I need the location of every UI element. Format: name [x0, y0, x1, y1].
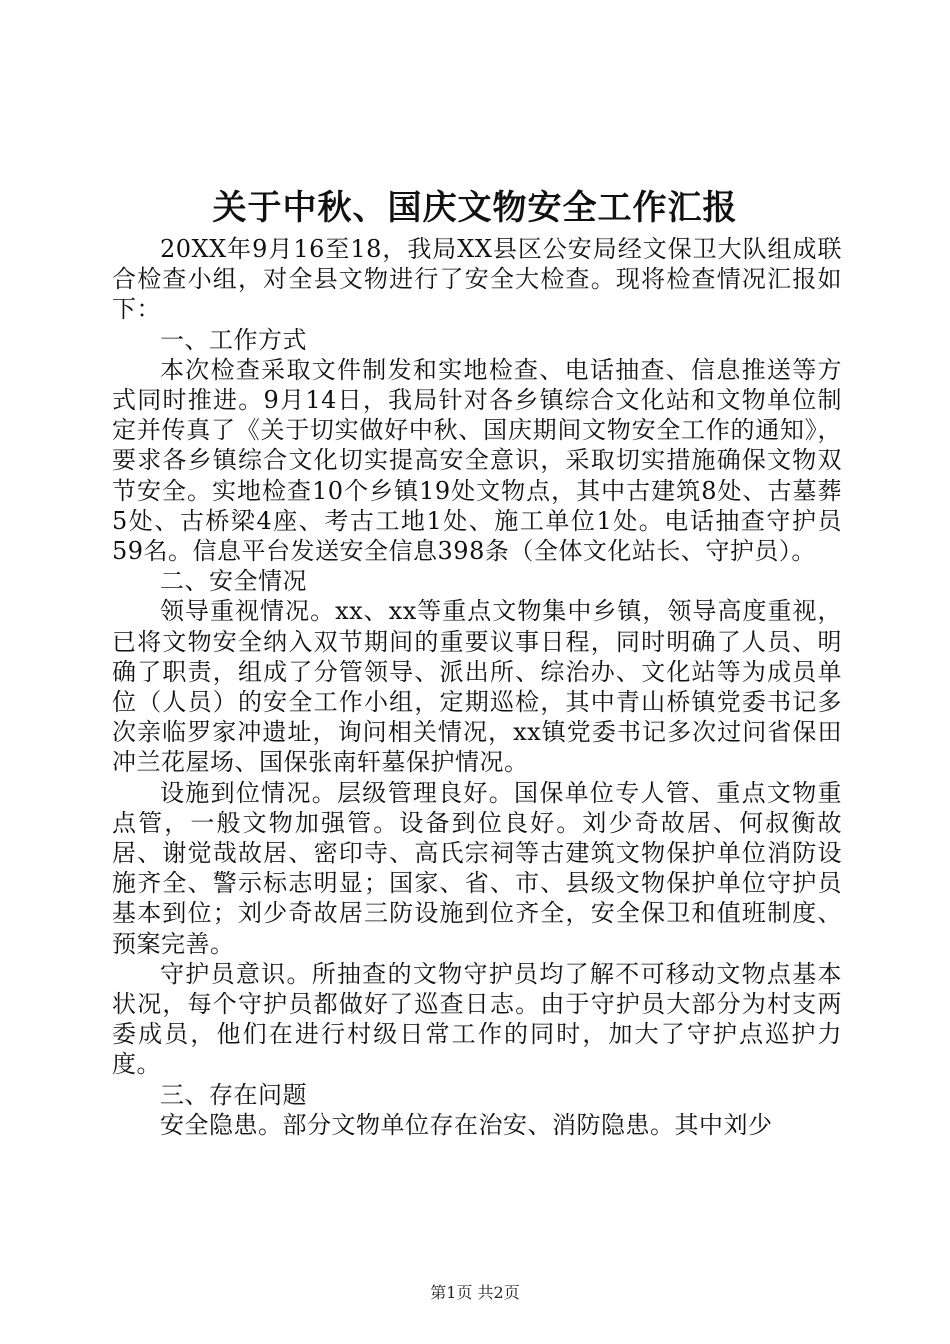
document-title: 关于中秋、国庆文物安全工作汇报 [212, 188, 738, 228]
guardian-awareness-paragraph: 守护员意识。所抽查的文物守护员均了解不可移动文物点基本状况，每个守护员都做好了巡查日志。由于守护员大部分为村支两委成员，他们在进行村级日常工作的同时，加大了守护点巡护力度。 [112, 959, 842, 1079]
page-number-footer: 第1页 共2页 [430, 1283, 520, 1302]
work-method-paragraph: 本次检查采取文件制发和实地检查、电话抽查、信息推送等方式同时推进。9月14日，我局针对各乡镇综合文化站和文物单位制定并传真了《关于切实做好中秋、国庆期间文物安全工作的通知》，要求各乡镇综合文化切实提高安全意识，采取切实措施确保文物双节安全。实地检查10个乡镇19处文物点，其中古建筑8处、古墓葬5处、古桥梁4座、考古工地1处、施工单位1处。电话抽查守护员59名。信息平台发送安全信息398条（全体文化站长、守护员）。 [112, 355, 842, 566]
section-heading-problems: 三、存在问题 [160, 1080, 307, 1109]
hazards-paragraph: 安全隐患。部分文物单位存在治安、消防隐患。其中刘少 [160, 1110, 773, 1139]
facilities-paragraph: 设施到位情况。层级管理良好。国保单位专人管、重点文物重点管，一般文物加强管。设备到位良好。刘少奇故居、何叔衡故居、谢觉哉故居、密印寺、高氏宗祠等古建筑文物保护单位消防设施齐全、警示标志明显；国家、省、市、县级文物保护单位守护员基本到位；刘少奇故居三防设施到位齐全，安全保卫和值班制度、预案完善。 [112, 778, 842, 958]
intro-paragraph: 20XX年9月16至18，我局XX县区公安局经文保卫大队组成联合检查小组，对全县文物进行了安全大检查。现将检查情况汇报如下： [112, 235, 842, 324]
document-body [112, 234, 842, 1140]
section-heading-safety-status: 二、安全情况 [160, 567, 307, 596]
section-heading-work-method: 一、工作方式 [160, 325, 307, 354]
leadership-paragraph: 领导重视情况。xx、xx等重点文物集中乡镇，领导高度重视，已将文物安全纳入双节期间的重要议事日程，同时明确了人员、明确了职责，组成了分管领导、派出所、综治办、文化站等为成员单位（人员）的安全工作小组，定期巡检，其中青山桥镇党委书记多次亲临罗家冲遗址，询问相关情况，xx镇党委书记多次过问省保田冲兰花屋场、国保张南轩墓保护情况。 [112, 597, 842, 777]
